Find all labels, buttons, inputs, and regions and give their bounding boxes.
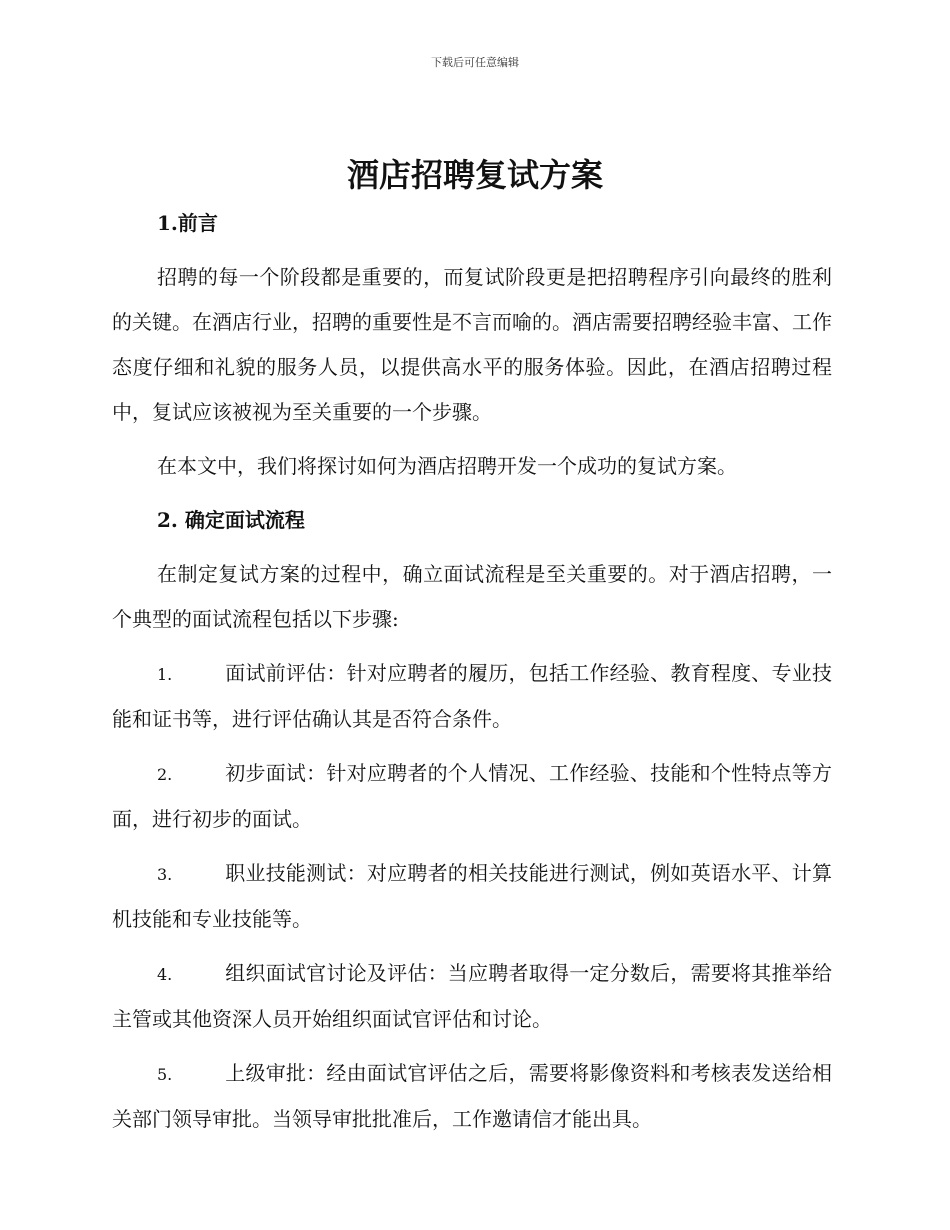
list-item-number: 3. [157,865,173,884]
list-item [112,951,832,1042]
list-item-text: 初步面试：针对应聘者的个人情况、工作经验、技能和个性特点等方面，进行初步的面试。 [112,761,832,831]
list-item [112,1051,832,1142]
document-title: 酒店招聘复试方案 [346,156,603,194]
list-item-text: 职业技能测试：对应聘者的相关技能进行测试，例如英语水平、计算机技能和专业技能等。 [112,861,832,931]
document-body [112,201,832,1151]
list-item [112,851,832,942]
list-item-number: 4. [157,965,173,984]
section-heading-interview-process: 2. 确定面试流程 [157,508,305,532]
list-item-text: 上级审批：经由面试官评估之后，需要将影像资料和考核表发送给相关部门领导审批。当领导审批批准后，工作邀请信才能出具。 [112,1061,832,1131]
list-item-text: 面试前评估：针对应聘者的履历，包括工作经验、教育程度、专业技能和证书等，进行评估确认其是否符合条件。 [112,661,832,731]
list-item-text: 组织面试官讨论及评估：当应聘者取得一定分数后，需要将其推举给主管或其他资深人员开始组织面试官评估和讨论。 [112,961,832,1031]
list-item-number: 1. [157,665,173,684]
paragraph: 招聘的每一个阶段都是重要的，而复试阶段更是把招聘程序引向最终的胜利的关键。在酒店行业，招聘的重要性是不言而喻的。酒店需要招聘经验丰富、工作态度仔细和礼貌的服务人员，以提供高水平的服务体验。因此，在酒店招聘过程中，复试应该被视为至关重要的一个步骤。 [112,265,832,424]
list-item-number: 5. [157,1065,173,1084]
list-item-number: 2. [157,765,173,784]
list-item [112,751,832,842]
header-note: 下载后可任意编辑 [431,56,519,69]
paragraph: 在本文中，我们将探讨如何为酒店招聘开发一个成功的复试方案。 [157,454,737,478]
section-heading-preface: 1.前言 [157,211,218,235]
paragraph: 在制定复试方案的过程中，确立面试流程是至关重要的。对于酒店招聘，一个典型的面试流程包括以下步骤: [112,562,832,631]
list-item [112,651,832,742]
